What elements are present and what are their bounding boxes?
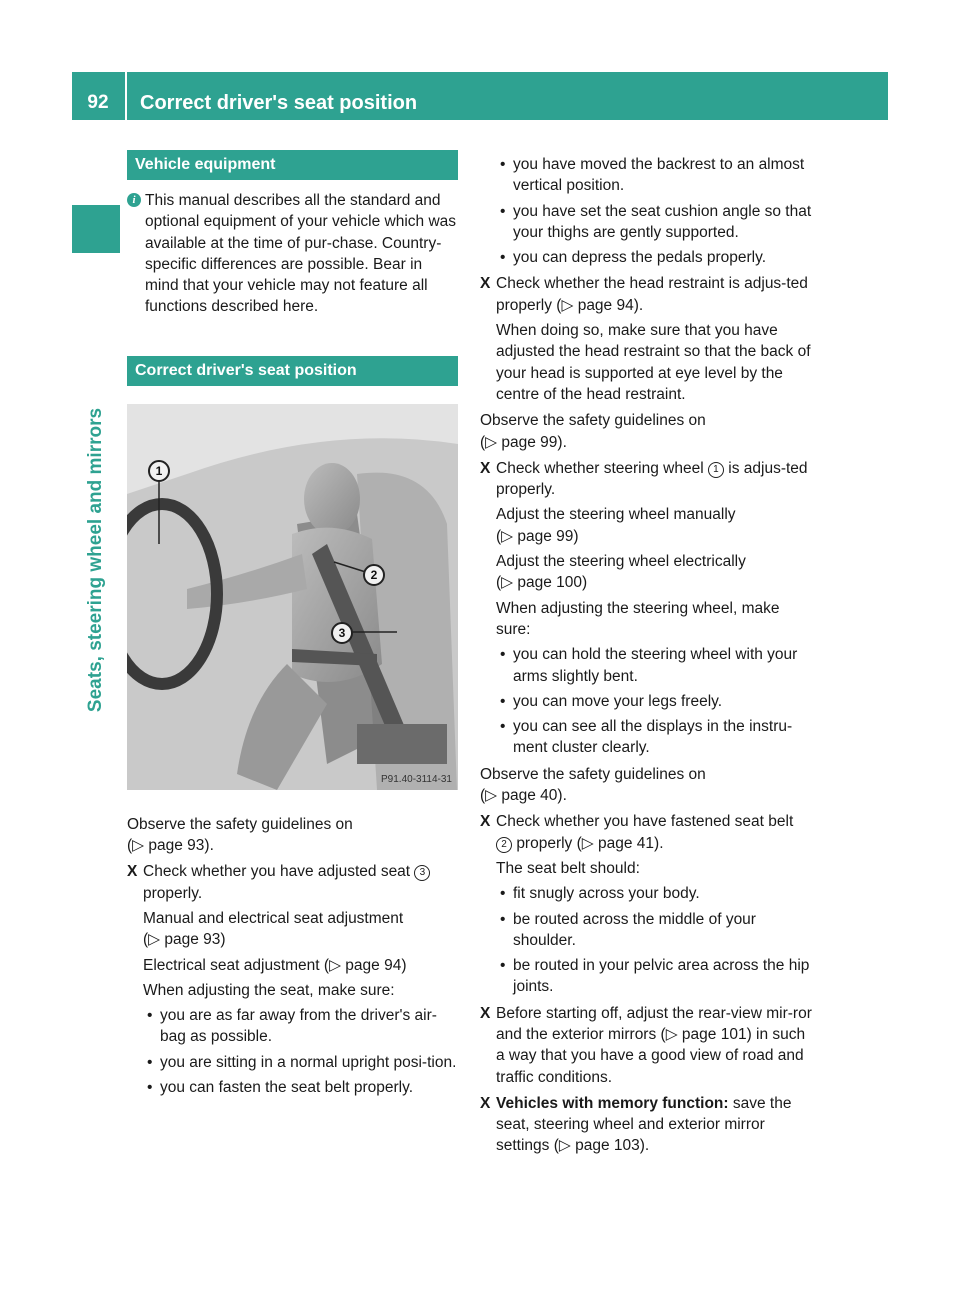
seat-number-badge: 3: [414, 865, 430, 881]
list-item: • you are as far away from the driver's air-bag as possible.: [147, 1007, 437, 1046]
list-item: • you can move your legs freely.: [500, 692, 723, 710]
step-text: Before starting off, adjust the rear-view mir-ror and the exterior mirrors (▷ page 101) in such a way that you have a good view of road and traffic conditions.: [496, 1004, 812, 1086]
steering-number-badge: 1: [708, 462, 724, 478]
guidelines-text: Observe the safety guidelines on: [480, 765, 706, 783]
step-seat-belt: [480, 811, 812, 854]
section-heading-seat-position: Correct driver's seat position: [127, 356, 458, 386]
guidelines-ref: (▷ page 93).: [127, 837, 214, 855]
left-column: [127, 150, 458, 1098]
bullet-text: be routed across the middle of your shoulder.: [513, 910, 756, 949]
belt-should: The seat belt should:: [496, 859, 640, 877]
figure-code: P91.40-3114-31: [381, 773, 452, 785]
step-marker: X: [480, 1094, 491, 1112]
sub-text: Adjust the steering wheel electrically: [496, 553, 746, 571]
electric-steering-ref: [480, 551, 812, 594]
bullet-text: you can fasten the seat belt properly.: [160, 1079, 414, 1097]
bullet-text: you can hold the steering wheel with your arms slightly bent.: [513, 646, 798, 685]
belt-number-badge: 2: [496, 837, 512, 853]
step-mirrors: [480, 1003, 812, 1088]
electrical-adjust-ref[interactable]: Electrical seat adjustment (▷ page 94): [143, 956, 407, 974]
list-item: • you can see all the displays in the instru-ment cluster clearly.: [500, 718, 793, 757]
section-heading-vehicle-equipment: Vehicle equipment: [127, 150, 458, 180]
guidelines-text: Observe the safety guidelines on: [480, 412, 706, 430]
step-head-restraint: [480, 273, 812, 316]
head-restraint-note: When doing so, make sure that you have adjusted the head restraint so that the back of your head is supported at eye level by the centre of the head restraint.: [496, 322, 811, 403]
bullet-text: you are as far away from the driver's air-bag as possible.: [160, 1007, 437, 1046]
step-check-seat: [127, 861, 458, 904]
step-marker: X: [480, 275, 491, 293]
right-column: [480, 154, 812, 1157]
step-text: Check whether you have fastened seat belt: [496, 813, 794, 831]
list-item: • you are sitting in a normal upright posi-tion.: [147, 1053, 457, 1071]
bullet-text: you can see all the displays in the instru-ment cluster clearly.: [513, 718, 793, 757]
step-text-tail: is adjus-ted properly.: [496, 459, 808, 499]
seat-position-figure: [127, 404, 458, 790]
bullet-text: you can move your legs freely.: [513, 692, 723, 710]
page-number: 92: [87, 92, 109, 113]
chapter-tab: [72, 205, 120, 253]
list-item: • fit snugly across your body.: [500, 885, 700, 903]
sub-ref[interactable]: (▷ page 100): [496, 574, 588, 592]
list-item: • you have moved the backrest to an almost vertical position.: [500, 156, 805, 195]
sub-text: Adjust the steering wheel manually: [496, 506, 736, 524]
step-steering-wheel: [480, 458, 812, 501]
list-item: • be routed across the middle of your shoulder.: [500, 910, 756, 949]
step-text: Check whether steering wheel: [496, 459, 704, 477]
left-instructions: [127, 814, 458, 1099]
step-marker: X: [127, 863, 138, 881]
manual-adjust-ref: [127, 908, 458, 951]
step-marker: X: [480, 459, 491, 477]
info-note: [127, 190, 458, 318]
header-divider: [125, 72, 127, 120]
callout-1: 1: [148, 460, 170, 482]
step-marker: X: [480, 813, 491, 831]
chapter-label: Seats, steering wheel and mirrors: [85, 407, 106, 713]
bullet-text: you have moved the backrest to an almost vertical position.: [513, 156, 805, 195]
info-note-text: This manual describes all the standard and optional equipment of your vehicle which was available at the time of pur-chase. Country-specific differences are possible. Bear in mind that your vehicle may not feature all functions described here.: [145, 192, 457, 316]
guidelines-text: Observe the safety guidelines on: [127, 815, 353, 833]
bullet-text: you are sitting in a normal upright posi-tion.: [160, 1053, 457, 1071]
bullet-text: you have set the seat cushion angle so that your thighs are gently supported.: [513, 202, 812, 241]
list-item: • you can fasten the seat belt properly.: [147, 1079, 414, 1097]
list-item: • be routed in your pelvic area across the hip joints.: [500, 957, 810, 996]
step-text: Check whether the head restraint is adjus-ted properly (▷ page 94).: [496, 275, 808, 314]
guidelines-ref[interactable]: (▷ page 40).: [480, 787, 567, 805]
bullet-text: be routed in your pelvic area across the hip joints.: [513, 957, 810, 996]
callout-3: 3: [331, 622, 353, 644]
step-text: Check whether you have adjusted seat: [143, 863, 411, 881]
info-icon: i: [127, 193, 141, 207]
sub-text: Manual and electrical seat adjustment: [143, 909, 404, 927]
sub-ref[interactable]: (▷ page 93): [143, 931, 226, 949]
list-item: • you can hold the steering wheel with your arms slightly bent.: [500, 646, 798, 685]
manual-steering-ref: [480, 504, 812, 547]
step-bold-text: Vehicles with memory function:: [496, 1094, 729, 1112]
step-marker: X: [480, 1004, 491, 1022]
adjust-make-sure: When adjusting the seat, make sure:: [143, 981, 395, 999]
list-item: • you can depress the pedals properly.: [500, 249, 767, 267]
step-text-tail: properly (▷ page 41).: [516, 834, 664, 852]
step-memory: [480, 1093, 812, 1157]
step-text-tail: properly.: [143, 884, 203, 902]
driver-illustration: [127, 404, 458, 790]
step-text: save the seat, steering wheel and exterior mirror settings (▷ page 103).: [496, 1094, 792, 1155]
list-item: • you have set the seat cushion angle so that your thighs are gently supported.: [500, 202, 812, 241]
bullet-text: fit snugly across your body.: [513, 885, 700, 903]
sub-ref[interactable]: (▷ page 99): [496, 527, 579, 545]
steering-make-sure: When adjusting the steering wheel, make sure:: [496, 599, 780, 638]
bullet-text: you can depress the pedals properly.: [513, 249, 767, 267]
guidelines-ref[interactable]: (▷ page 99).: [480, 433, 567, 451]
callout-2: 2: [363, 564, 385, 586]
page-title: Correct driver's seat position: [140, 92, 418, 114]
